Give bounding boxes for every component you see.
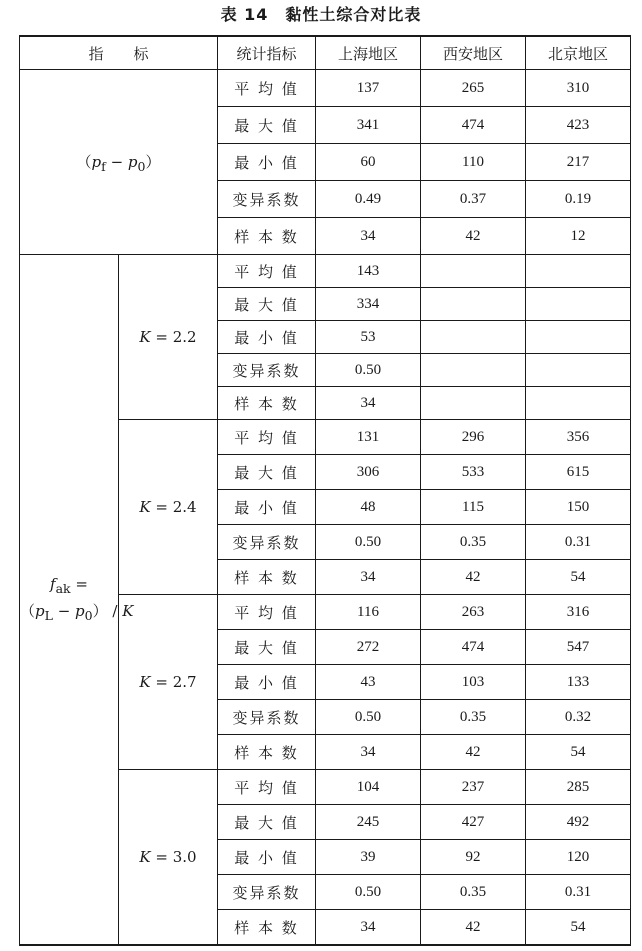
cell-beijing: 310 — [526, 70, 631, 107]
k-number: 2.4 — [172, 498, 197, 516]
cell-shanghai: 306 — [316, 455, 421, 490]
stat-label: 平 均 值 — [218, 595, 316, 630]
cell-xian — [421, 288, 526, 321]
k-value-label — [119, 255, 218, 420]
cell-xian: 263 — [421, 595, 526, 630]
subscript-f: f — [101, 158, 106, 174]
cell-shanghai: 334 — [316, 288, 421, 321]
cell-xian: 0.35 — [421, 700, 526, 735]
cell-xian: 0.35 — [421, 525, 526, 560]
cell-xian: 115 — [421, 490, 526, 525]
var-K: K — [139, 328, 151, 346]
minus-sign: − — [105, 152, 128, 171]
cell-beijing: 0.19 — [526, 181, 631, 218]
cell-beijing: 54 — [526, 560, 631, 595]
paren-close: ） — [92, 601, 108, 620]
cell-shanghai: 48 — [316, 490, 421, 525]
cell-xian: 296 — [421, 420, 526, 455]
cell-shanghai: 143 — [316, 255, 421, 288]
k-value-label — [119, 420, 218, 595]
cell-xian — [421, 255, 526, 288]
equals-sign: = — [150, 673, 173, 691]
cell-beijing — [526, 288, 631, 321]
stat-label: 平 均 值 — [218, 70, 316, 107]
group1-label — [20, 70, 218, 255]
slash: / — [107, 601, 123, 620]
stat-label: 变异系数 — [218, 875, 316, 910]
stat-label: 变异系数 — [218, 354, 316, 387]
header-xian: 西安地区 — [421, 36, 526, 70]
cell-xian — [421, 321, 526, 354]
cell-xian: 0.37 — [421, 181, 526, 218]
cell-xian: 0.35 — [421, 875, 526, 910]
cell-shanghai: 131 — [316, 420, 421, 455]
cell-shanghai: 34 — [316, 218, 421, 255]
cell-xian: 92 — [421, 840, 526, 875]
subscript-L: L — [44, 607, 53, 623]
stat-label: 平 均 值 — [218, 420, 316, 455]
cell-xian: 103 — [421, 665, 526, 700]
stat-label: 变异系数 — [218, 181, 316, 218]
cell-shanghai: 104 — [316, 770, 421, 805]
cell-shanghai: 245 — [316, 805, 421, 840]
stat-label: 平 均 值 — [218, 255, 316, 288]
var-K: K — [139, 673, 151, 691]
stat-label: 平 均 值 — [218, 770, 316, 805]
cell-shanghai: 34 — [316, 910, 421, 946]
stat-label: 最 大 值 — [218, 288, 316, 321]
table-row — [20, 255, 631, 288]
cell-shanghai: 116 — [316, 595, 421, 630]
stat-label: 最 小 值 — [218, 490, 316, 525]
cell-shanghai: 137 — [316, 70, 421, 107]
cell-shanghai: 0.49 — [316, 181, 421, 218]
cell-xian: 110 — [421, 144, 526, 181]
stat-label: 样 本 数 — [218, 218, 316, 255]
var-p: p — [35, 601, 45, 620]
subscript-0: 0 — [84, 607, 93, 623]
var-f: f — [50, 574, 56, 593]
k-value-label — [119, 595, 218, 770]
cell-beijing — [526, 321, 631, 354]
cell-beijing: 54 — [526, 735, 631, 770]
equals-sign: = — [150, 848, 173, 866]
fak-formula-line1 — [20, 573, 118, 600]
cell-shanghai: 0.50 — [316, 700, 421, 735]
paren-close: ） — [145, 152, 161, 171]
cell-shanghai: 34 — [316, 735, 421, 770]
table-title: 表 14 黏性土综合对比表 — [220, 5, 422, 24]
stat-label: 最 大 值 — [218, 805, 316, 840]
header-shanghai: 上海地区 — [316, 36, 421, 70]
cell-xian: 265 — [421, 70, 526, 107]
header-stat: 统计指标 — [218, 36, 316, 70]
cell-xian: 474 — [421, 107, 526, 144]
k-value-label — [119, 770, 218, 946]
stat-label: 样 本 数 — [218, 735, 316, 770]
cell-xian — [421, 387, 526, 420]
cell-beijing: 615 — [526, 455, 631, 490]
stat-label: 样 本 数 — [218, 910, 316, 946]
cell-shanghai: 0.50 — [316, 875, 421, 910]
cell-xian: 533 — [421, 455, 526, 490]
cell-beijing — [526, 387, 631, 420]
cell-shanghai: 60 — [316, 144, 421, 181]
cell-shanghai: 0.50 — [316, 525, 421, 560]
cell-xian: 42 — [421, 218, 526, 255]
stat-label: 样 本 数 — [218, 387, 316, 420]
table-row — [20, 70, 631, 107]
cell-beijing: 54 — [526, 910, 631, 946]
cell-shanghai: 34 — [316, 387, 421, 420]
cell-shanghai: 43 — [316, 665, 421, 700]
cell-shanghai: 272 — [316, 630, 421, 665]
cell-beijing: 285 — [526, 770, 631, 805]
k-number: 2.2 — [172, 328, 197, 346]
cell-beijing: 0.31 — [526, 525, 631, 560]
stat-label: 最 小 值 — [218, 321, 316, 354]
cell-beijing: 316 — [526, 595, 631, 630]
header-row — [20, 36, 631, 70]
stat-label: 最 小 值 — [218, 840, 316, 875]
cell-beijing — [526, 255, 631, 288]
comparison-table — [19, 35, 631, 946]
var-p: p — [127, 152, 138, 171]
group2-label — [20, 255, 134, 946]
cell-beijing — [526, 354, 631, 387]
cell-beijing: 492 — [526, 805, 631, 840]
equals-sign: = — [70, 574, 88, 593]
equals-sign: = — [150, 498, 173, 516]
cell-xian: 237 — [421, 770, 526, 805]
cell-beijing: 120 — [526, 840, 631, 875]
header-indicator: 指 标 — [20, 36, 218, 70]
var-K: K — [139, 498, 151, 516]
var-p: p — [91, 152, 102, 171]
stat-label: 最 大 值 — [218, 107, 316, 144]
cell-shanghai: 341 — [316, 107, 421, 144]
cell-xian: 427 — [421, 805, 526, 840]
cell-beijing: 133 — [526, 665, 631, 700]
fak-formula-line2 — [20, 600, 134, 627]
paren-open: （ — [76, 152, 92, 171]
cell-beijing: 423 — [526, 107, 631, 144]
var-K: K — [139, 848, 151, 866]
cell-beijing: 0.32 — [526, 700, 631, 735]
equals-sign: = — [150, 328, 173, 346]
cell-xian: 474 — [421, 630, 526, 665]
minus-sign: − — [52, 601, 76, 620]
stat-label: 变异系数 — [218, 700, 316, 735]
cell-beijing: 12 — [526, 218, 631, 255]
cell-xian — [421, 354, 526, 387]
cell-xian: 42 — [421, 560, 526, 595]
cell-shanghai: 39 — [316, 840, 421, 875]
cell-shanghai: 53 — [316, 321, 421, 354]
cell-beijing: 547 — [526, 630, 631, 665]
paren-open: （ — [20, 601, 36, 620]
stat-label: 最 大 值 — [218, 455, 316, 490]
cell-xian: 42 — [421, 735, 526, 770]
cell-shanghai: 0.50 — [316, 354, 421, 387]
subscript-ak: ak — [55, 580, 71, 596]
k-number: 3.0 — [172, 848, 197, 866]
subscript-0: 0 — [137, 158, 146, 174]
cell-shanghai: 34 — [316, 560, 421, 595]
cell-xian: 42 — [421, 910, 526, 946]
stat-label: 最 小 值 — [218, 144, 316, 181]
stat-label: 变异系数 — [218, 525, 316, 560]
var-K: K — [122, 601, 134, 620]
header-beijing: 北京地区 — [526, 36, 631, 70]
cell-beijing: 356 — [526, 420, 631, 455]
stat-label: 最 大 值 — [218, 630, 316, 665]
stat-label: 最 小 值 — [218, 665, 316, 700]
cell-beijing: 150 — [526, 490, 631, 525]
stat-label: 样 本 数 — [218, 560, 316, 595]
k-number: 2.7 — [172, 673, 197, 691]
var-p: p — [75, 601, 85, 620]
cell-beijing: 0.31 — [526, 875, 631, 910]
cell-beijing: 217 — [526, 144, 631, 181]
